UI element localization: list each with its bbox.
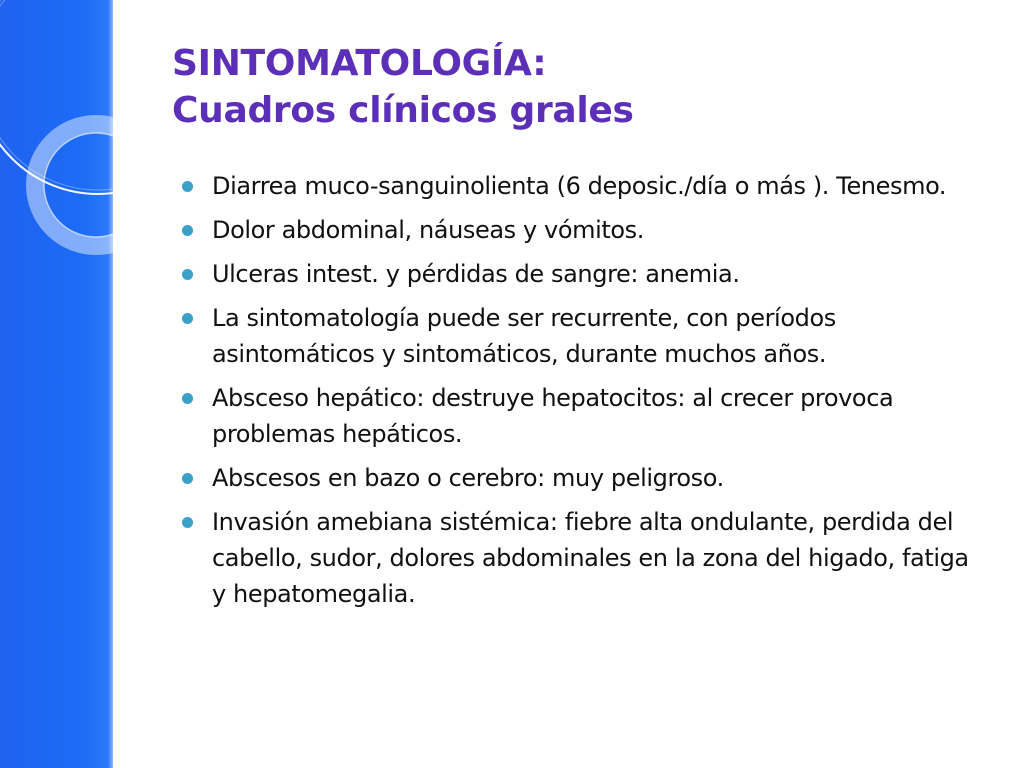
bullet-item [180,504,980,612]
bullet-item [180,300,980,372]
bullet-text: Absceso hepático: destruye hepatocitos: al crecer provoca problemas hepáticos. [212,384,894,448]
bullet-item [180,256,980,292]
bullet-dot-icon [182,181,193,192]
bullet-text: Dolor abdominal, náuseas y vómitos. [212,216,644,244]
large-ring-shadow-circle [0,0,200,190]
bullet-dot-icon [182,517,193,528]
bullet-dot-icon [182,269,193,280]
circles-decoration-icon [0,0,200,300]
slide-title [172,40,992,134]
bullet-dot-icon [182,225,193,236]
bullet-dot-icon [182,313,193,324]
title-line-2: Cuadros clínicos grales [172,90,634,131]
bullet-list [180,168,980,620]
bullet-item [180,460,980,496]
bullet-text: La sintomatología puede ser recurrente, con períodos asintomáticos y sintomáticos, durante muchos años. [212,304,836,368]
bullet-dot-icon [182,393,193,404]
bullet-text: Abscesos en bazo o cerebro: muy peligroso. [212,464,724,492]
bullet-item [180,380,980,452]
bullet-text: Ulceras intest. y pérdidas de sangre: anemia. [212,260,740,288]
bullet-item [180,168,980,204]
bullet-dot-icon [182,473,193,484]
bullet-text: Invasión amebiana sistémica: fiebre alta ondulante, perdida del cabello, sudor, dolores abdominales en la zona del higado, fatiga y hepatomegalia. [212,508,969,608]
title-line-1: SINTOMATOLOGÍA: [172,43,547,84]
bullet-item [180,212,980,248]
bullet-text: Diarrea muco-sanguinolienta (6 deposic./día o más ). Tenesmo. [212,172,947,200]
